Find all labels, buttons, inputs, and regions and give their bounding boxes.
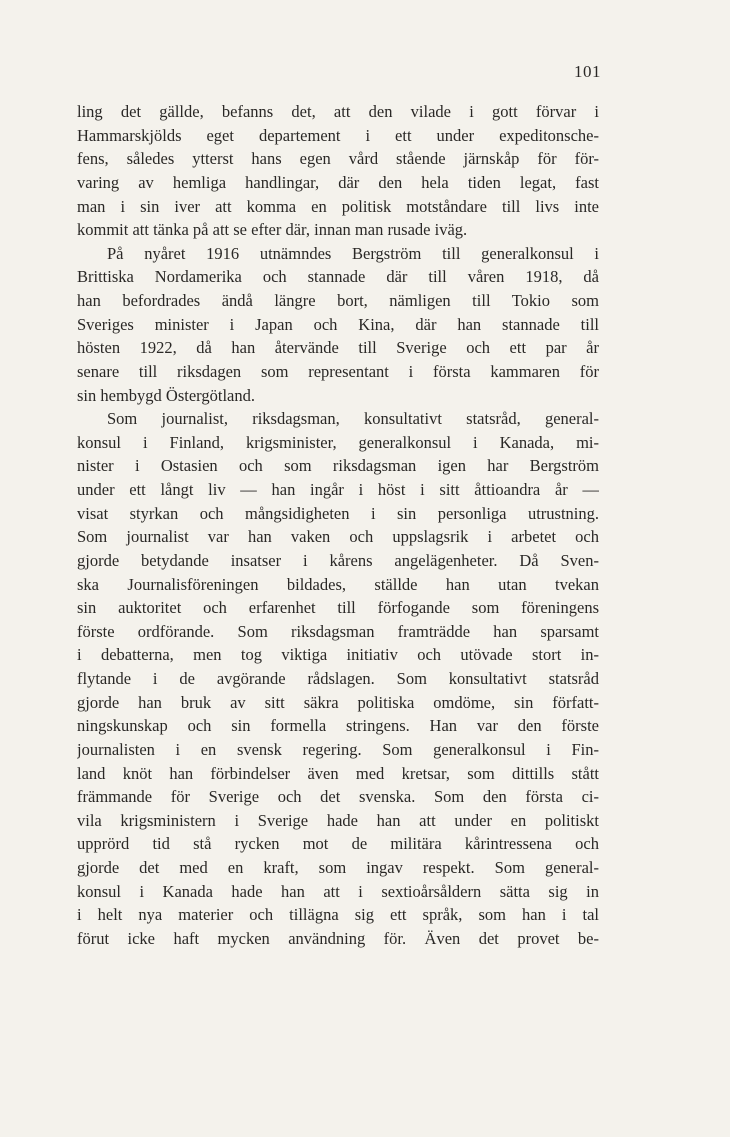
text-line: flytande i de avgörande rådslagen. Som konsultativt statsråd	[77, 669, 599, 688]
text-line: sin auktoritet och erfarenhet till förfogande som föreningens	[77, 598, 599, 618]
text-line: i debatterna, men tog viktiga initiativ och utövade stort in-	[77, 645, 599, 665]
text-line: främmande för Sverige och det svenska. Som den första ci-	[77, 787, 599, 807]
page-number: 101	[574, 62, 601, 81]
text-line: gjorde han bruk av sitt säkra politiska omdöme, sin författ-	[77, 692, 599, 712]
text-line: förut icke haft mycken användning för. Även det provet be-	[77, 928, 599, 948]
text-line: Sveriges minister i Japan och Kina, där han stannade till	[77, 314, 599, 334]
text-line: fens, således ytterst hans egen vård stående järnskåp för för-	[77, 149, 599, 169]
text-line: senare till riksdagen som representant i första kammaren för	[77, 361, 599, 381]
text-line: varing av hemliga handlingar, där den hela tiden legat, fast	[77, 172, 599, 192]
text-line: På nyåret 1916 utnämndes Bergström till generalkonsul i	[107, 243, 599, 263]
text-line: gjorde det med en kraft, som ingav respekt. Som general-	[77, 858, 599, 877]
text-line: i helt nya materier och tillägna sig ett språk, som han i tal	[77, 905, 599, 925]
text-line: kommit att tänka på att se efter där, innan man rusade iväg.	[77, 220, 468, 240]
text-line: förste ordförande. Som riksdagsman framträdde han sparsamt	[77, 621, 599, 641]
text-line: gjorde betydande insatser i kårens angelägenheter. Då Sven-	[77, 550, 599, 570]
text-line: Som journalist, riksdagsman, konsultativt statsråd, general-	[107, 409, 599, 429]
text-line: journalisten i en svensk regering. Som generalkonsul i Fin-	[77, 739, 599, 759]
text-line: sin hembygd Östergötland.	[77, 385, 255, 405]
text-line: konsul i Finland, krigsminister, generalkonsul i Kanada, mi-	[77, 432, 599, 452]
text-line: ningskunskap och sin formella stringens. Han var den förste	[77, 716, 599, 736]
text-line: han befordrades ändå längre bort, nämligen till Tokio som	[77, 291, 599, 310]
body-text	[77, 100, 599, 951]
text-line: konsul i Kanada hade han att i sextioårsåldern sätta sig in	[77, 881, 599, 901]
text-line: ling det gällde, befanns det, att den vilade i gott förvar i	[77, 102, 599, 121]
text-line: vila krigsministern i Sverige hade han att under en politiskt	[77, 810, 599, 830]
text-line: under ett långt liv — han ingår i höst i sitt åttioandra år —	[77, 480, 599, 499]
text-line: Brittiska Nordamerika och stannade där till våren 1918, då	[77, 267, 599, 287]
text-line: upprörd tid stå rycken mot de militära kårintressena och	[77, 834, 599, 854]
text-line: man i sin iver att komma en politisk motståndare till livs inte	[77, 196, 599, 216]
text-line: Som journalist var han vaken och uppslagsrik i arbetet och	[77, 527, 599, 547]
text-line: hösten 1922, då han återvände till Sverige och ett par år	[77, 338, 599, 358]
text-line: land knöt han förbindelser även med kretsar, som dittills stått	[77, 763, 599, 783]
text-line: visat styrkan och mångsidigheten i sin personliga utrustning.	[77, 503, 599, 523]
text-line: ska Journalisföreningen bildades, ställde han utan tvekan	[77, 574, 599, 594]
text-line: nister i Ostasien och som riksdagsman igen har Bergström	[77, 456, 599, 476]
text-line: Hammarskjölds eget departement i ett under expeditonsche-	[77, 125, 599, 145]
